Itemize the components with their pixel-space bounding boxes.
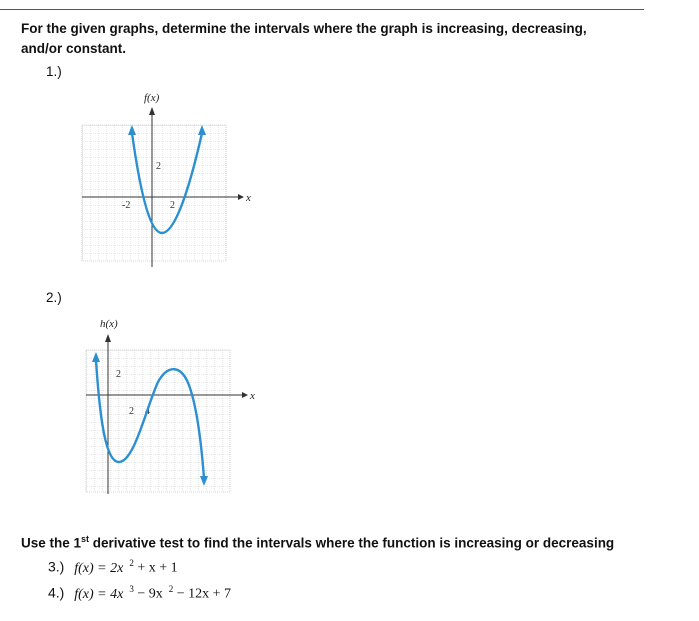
tick-x-b-2: 4 xyxy=(145,406,150,417)
problem-2-number: 2.) xyxy=(46,290,62,305)
tick-y-pos-1: 2 xyxy=(156,161,161,172)
grid-1 xyxy=(82,125,226,261)
equation-3 xyxy=(48,558,178,577)
equation-4-exp: 3 xyxy=(129,584,134,594)
x-label-2: x xyxy=(250,390,255,402)
equation-3-exp: 2 xyxy=(129,558,134,568)
tick-x-pos-1: 2 xyxy=(170,200,175,211)
fn-label-1: f(x) xyxy=(144,92,160,104)
tick-x-neg-1: -2 xyxy=(122,200,131,211)
x-label-1: x xyxy=(246,192,251,204)
equation-3-lhs: f(x) = 2x xyxy=(74,560,124,576)
equation-4-number: 4.) xyxy=(48,584,65,601)
derivative-instructions xyxy=(21,534,614,551)
problem-1-number: 1.) xyxy=(46,64,62,79)
graph-1 xyxy=(70,85,260,270)
equation-4-rhs: − 12x + 7 xyxy=(173,586,232,602)
equation-4-mid: − 9x xyxy=(133,586,163,602)
tick-x-a-2: 2 xyxy=(129,406,134,417)
graph-2 xyxy=(78,312,268,497)
x-axis-arrow-1 xyxy=(238,194,244,200)
fn-label-2: h(x) xyxy=(100,318,118,330)
equation-4 xyxy=(48,584,231,603)
equation-3-rhs: + x + 1 xyxy=(133,560,178,576)
equation-4-exp2: 2 xyxy=(168,584,174,594)
top-rule xyxy=(0,9,644,10)
y-axis-arrow-2 xyxy=(105,334,111,342)
x-axis-arrow-2 xyxy=(242,392,248,398)
instructions: For the given graphs, determine the intervals where the graph is increasing, decreasing, and/or constant. xyxy=(21,21,587,56)
equation-3-number: 3.) xyxy=(48,558,65,575)
tick-y-pos-2: 2 xyxy=(116,369,121,380)
derivative-text-after: derivative test to find the intervals where the function is increasing or decreasing xyxy=(89,535,615,551)
equation-4-lhs: f(x) = 4x xyxy=(74,586,124,602)
derivative-text-before: Use the 1 xyxy=(21,535,82,551)
y-axis-arrow-1 xyxy=(149,107,155,115)
derivative-superscript: st xyxy=(81,534,90,544)
